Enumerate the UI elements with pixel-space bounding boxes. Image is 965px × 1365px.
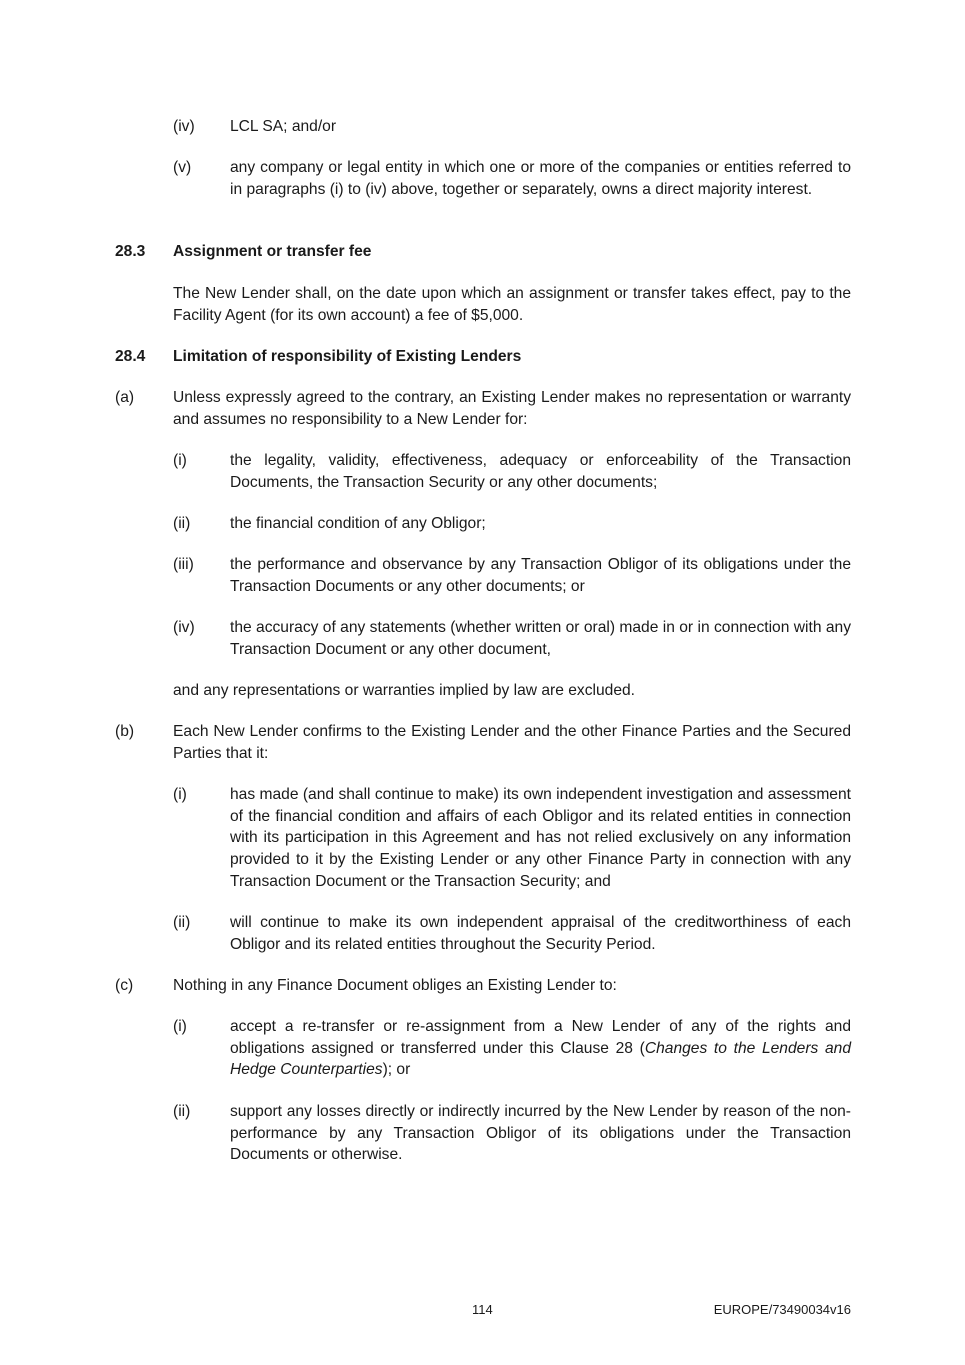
c-item-number-ii: (ii) bbox=[173, 1103, 191, 1120]
item-number-v: (v) bbox=[173, 159, 192, 176]
page-number: 114 bbox=[472, 1302, 493, 1317]
c-item-text-ii: support any losses directly or indirectly incurred by the New Lender by reason of the non-performance by any Transaction Obligor of its obligations under the Transaction Documents or otherwise. bbox=[230, 1103, 851, 1164]
paragraph-number-a: (a) bbox=[115, 389, 135, 406]
section-heading-28-3: Assignment or transfer fee bbox=[173, 243, 372, 260]
item-text-iv: LCL SA; and/or bbox=[230, 118, 337, 135]
a-item-number-ii: (ii) bbox=[173, 515, 191, 532]
clause-title-reference: Changes to the Lenders and Hedge Counterparties bbox=[230, 1039, 851, 1079]
paragraph-text-c: Nothing in any Finance Document obliges an Existing Lender to: bbox=[173, 977, 617, 994]
a-item-number-iv: (iv) bbox=[173, 619, 195, 636]
a-item-number-i: (i) bbox=[173, 452, 187, 469]
b-item-number-ii: (ii) bbox=[173, 914, 191, 931]
a-item-text-ii: the financial condition of any Obligor; bbox=[230, 515, 486, 532]
b-item-text-ii: will continue to make its own independent appraisal of the creditworthiness of each Obligor and its related entities throughout the Security Period. bbox=[230, 914, 851, 953]
c-item-text-i-after: ); or bbox=[382, 1061, 411, 1079]
c-item-number-i: (i) bbox=[173, 1018, 187, 1035]
c-item-text-i bbox=[230, 1016, 851, 1081]
section-number-28-3: 28.3 bbox=[115, 243, 146, 260]
section-number-28-4: 28.4 bbox=[115, 348, 146, 365]
paragraph-number-c: (c) bbox=[115, 977, 134, 994]
item-number-iv: (iv) bbox=[173, 118, 195, 135]
document-reference: EUROPE/73490034v16 bbox=[713, 1302, 851, 1317]
section-body-28-3: The New Lender shall, on the date upon which an assignment or transfer takes effect, pay to the Facility Agent (for its own account) a fee of $5,000. bbox=[173, 285, 851, 324]
paragraph-a-tail: and any representations or warranties implied by law are excluded. bbox=[173, 682, 635, 699]
c-item-text-i-before: accept a re-transfer or re-assignment from a New Lender of any of the rights and obligations assigned or transferred under this Clause 28 ( bbox=[230, 1018, 851, 1057]
paragraph-text-a: Unless expressly agreed to the contrary, an Existing Lender makes no representation or warranty and assumes no responsibility to a New Lender for: bbox=[173, 389, 851, 428]
b-item-number-i: (i) bbox=[173, 786, 187, 803]
item-text-v: any company or legal entity in which one or more of the companies or entities referred to in paragraphs (i) to (iv) above, together or separately, owns a direct majority interest. bbox=[230, 159, 851, 198]
a-item-number-iii: (iii) bbox=[173, 556, 194, 573]
a-item-text-iii: the performance and observance by any Transaction Obligor of its obligations under the Transaction Documents or any other documents; or bbox=[230, 556, 851, 595]
section-heading-28-4: Limitation of responsibility of Existing Lenders bbox=[173, 348, 522, 365]
b-item-text-i: has made (and shall continue to make) its own independent investigation and assessment of the financial condition and affairs of each Obligor and its related entities in connection with its participation in this Agreement and has not relied exclusively on any information provided to it by the Existing Lender or any other Finance Party in connection with any Transaction Document or the Transaction Security; and bbox=[230, 786, 851, 890]
paragraph-number-b: (b) bbox=[115, 723, 135, 740]
paragraph-text-b: Each New Lender confirms to the Existing Lender and the other Finance Parties and the Secured Parties that it: bbox=[173, 723, 851, 762]
a-item-text-iv: the accuracy of any statements (whether written or oral) made in or in connection with any Transaction Document or any other document, bbox=[230, 619, 851, 658]
a-item-text-i: the legality, validity, effectiveness, adequacy or enforceability of the Transaction Documents, the Transaction Security or any other documents; bbox=[230, 452, 851, 491]
